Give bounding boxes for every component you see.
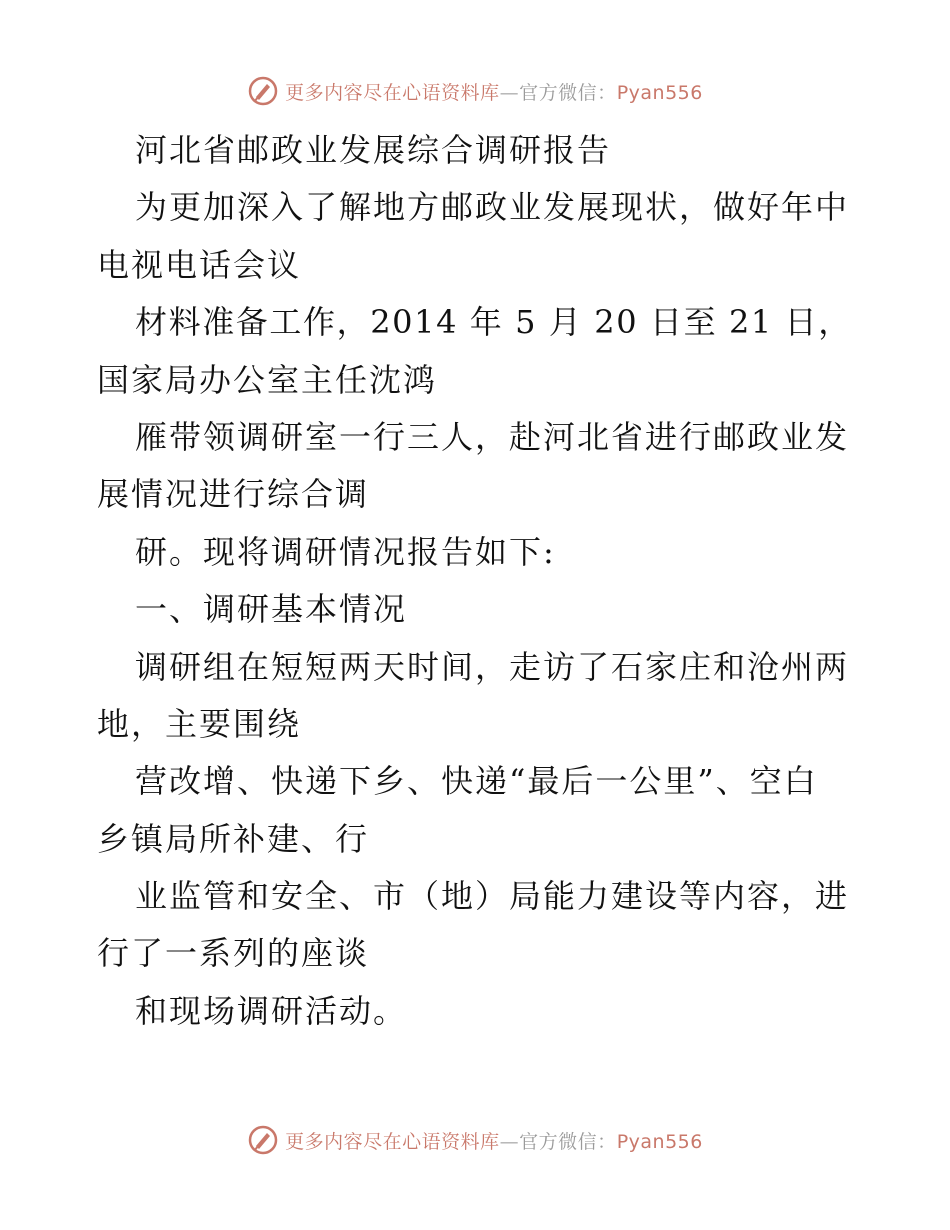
paragraph-line: 业监管和安全、市（地）局能力建设等内容，进 [135,877,850,916]
paragraph-line: 行了一系列的座谈 [97,934,370,973]
quill-logo-icon [247,75,279,107]
paragraph-line: 电视电话会议 [97,245,302,284]
watermark-main-text: 更多内容尽在心语资料库 [285,81,500,104]
watermark-text [285,78,703,105]
paragraph-line: 乡镇局所补建、行 [97,819,370,858]
paragraph-text: 为更加深入了解地方邮政业发展现状，做好年中 [135,188,850,227]
paragraph-line [97,179,852,236]
paragraph-line: 调研组在短短两天时间，走访了石家庄和沧州两 [135,647,850,686]
watermark-main-text: 更多内容尽在心语资料库 [285,1130,500,1153]
watermark-text [285,1127,703,1154]
paragraph-line: 雁带领调研室一行三人，赴河北省进行邮政业发 [135,417,850,456]
paragraph-line: 和现场调研活动。 [135,991,408,1030]
watermark-wechat-id: Pyan556 [616,1130,703,1153]
paragraph-line: 材料准备工作，2014 年 5 月 20 日至 21 日， [135,303,852,342]
paragraph-line: 营改增、快递下乡、快递“最后一公里”、空白 [135,762,818,801]
paragraph-line: 研。现将调研情况报告如下: [135,532,556,571]
watermark-wechat-label: 官方微信： [519,1130,617,1153]
document-body [97,122,852,1040]
quill-logo-icon [247,1124,279,1156]
section-heading: 一、调研基本情况 [135,590,408,629]
watermark-dash: — [499,81,520,104]
watermark-wechat-label: 官方微信： [519,81,617,104]
paragraph-line: 地，主要围绕 [97,704,302,743]
watermark-wechat-id: Pyan556 [616,81,703,104]
document-title: 河北省邮政业发展综合调研报告 [135,131,612,169]
paragraph-line: 展情况进行综合调 [97,475,370,514]
paragraph-line: 国家局办公室主任沈鸿 [97,360,438,399]
watermark-dash: — [499,1130,520,1153]
watermark-header [0,71,950,111]
watermark-footer [0,1120,950,1160]
